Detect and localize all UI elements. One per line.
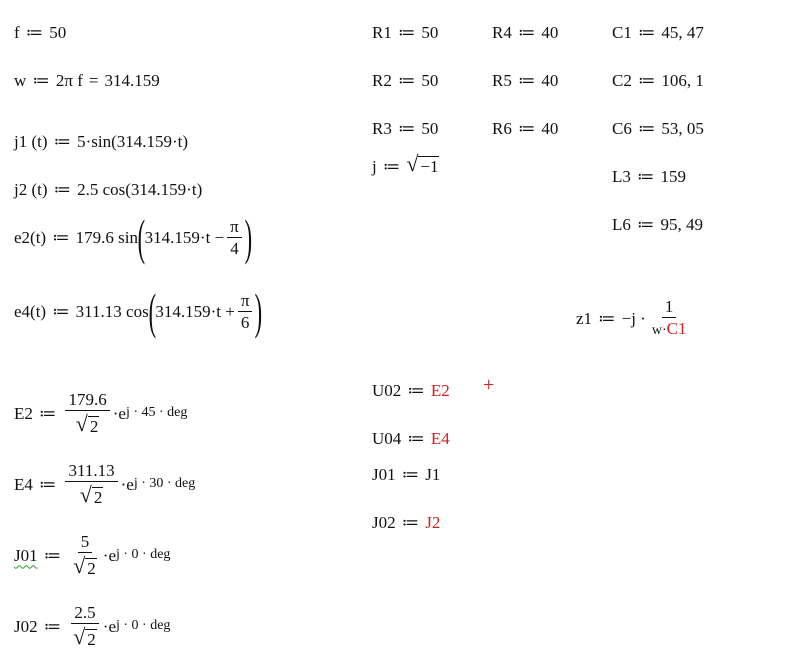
func-j1[interactable] (14, 133, 188, 150)
var-value: 50 (49, 23, 67, 42)
assign-rhs: J2 (425, 513, 441, 532)
fraction (238, 292, 253, 331)
exp-base: e (108, 545, 116, 565)
param-name: R3 (372, 119, 392, 138)
param-name: R6 (492, 119, 512, 138)
param-L6[interactable] (612, 216, 703, 233)
assign-operator: ≔ (637, 71, 656, 90)
fraction-numerator: 311.13 (65, 462, 117, 482)
func-rhs: 5·sin(314.159·t) (77, 132, 189, 151)
dot-operator: · (102, 616, 109, 636)
param-value: 159 (660, 167, 686, 186)
param-value: 50 (421, 71, 439, 90)
fraction-numerator: 1 (662, 298, 677, 318)
denominator-prefix: w· (651, 323, 667, 338)
assign-operator: ≔ (636, 167, 655, 186)
assign-U04[interactable] (372, 430, 450, 447)
phasor-J01[interactable] (14, 533, 170, 577)
assign-operator: ≔ (517, 23, 536, 42)
param-value: 95, 49 (660, 215, 703, 234)
left-paren: ( (148, 283, 156, 339)
fraction (70, 533, 100, 577)
fraction-numerator: 2.5 (71, 604, 98, 624)
assign-operator: ≔ (25, 23, 44, 42)
func-prefix: 179.6 sin (75, 227, 139, 247)
phasor-J02[interactable] (14, 604, 170, 648)
sqrt-sign: √ (79, 482, 92, 507)
param-value: 53, 05 (661, 119, 704, 138)
func-e2[interactable] (14, 209, 252, 265)
sqrt-value: 2 (87, 630, 96, 649)
var-value: 314.159 (104, 71, 160, 90)
fraction-numerator: 179.6 (65, 391, 109, 411)
assign-operator: ≔ (397, 71, 416, 90)
assign-operator: ≔ (407, 429, 425, 448)
param-name: R5 (492, 71, 512, 90)
assign-operator: ≔ (598, 308, 616, 328)
left-paren: ( (137, 209, 146, 265)
param-value: 40 (541, 119, 559, 138)
param-value: 50 (421, 119, 439, 138)
func-lhs: j2 (t) (14, 180, 48, 199)
sqrt-denominator (77, 482, 107, 506)
param-name: L6 (612, 215, 631, 234)
dot-operator: · (112, 403, 119, 423)
denominator-var: C1 (666, 319, 687, 338)
sqrt-denominator (73, 411, 103, 435)
var-name: f (14, 23, 20, 42)
func-j2[interactable] (14, 181, 202, 198)
crosshair-cursor-icon: + (483, 374, 495, 396)
assign-operator: ≔ (397, 23, 416, 42)
assign-operator: ≔ (401, 513, 420, 532)
assign-operator: ≔ (517, 71, 536, 90)
def-w[interactable] (14, 72, 160, 89)
sqrt-value: 2 (93, 488, 103, 507)
param-R6[interactable] (492, 120, 558, 137)
param-value: 106, 1 (661, 71, 704, 90)
param-name: R4 (492, 23, 512, 42)
func-prefix: 311.13 cos (75, 301, 149, 321)
equals-operator: = (88, 71, 99, 90)
phasor-lhs: J01 (14, 545, 38, 565)
right-paren: ) (255, 283, 263, 339)
exponent: j · 0 · deg (116, 618, 171, 633)
assign-rhs: E2 (430, 381, 450, 400)
fraction-numerator: π (238, 292, 253, 312)
phasor-lhs: J02 (14, 616, 38, 636)
func-inner: 314.159·t − (144, 227, 225, 247)
assign-lhs: J02 (372, 513, 396, 532)
assign-lhs: J01 (372, 465, 396, 484)
func-lhs: e4(t) (14, 301, 47, 321)
phasor-lhs: E2 (14, 403, 33, 423)
assign-J02[interactable] (372, 514, 440, 531)
fraction (70, 604, 100, 648)
assign-operator: ≔ (397, 119, 416, 138)
fraction (65, 391, 109, 435)
assign-operator: ≔ (636, 215, 655, 234)
fraction (649, 298, 690, 338)
assign-operator: ≔ (38, 403, 57, 423)
phasor-lhs: E4 (14, 474, 33, 494)
sqrt-sign: √ (73, 624, 86, 649)
fraction-denominator (649, 318, 690, 338)
assign-operator: ≔ (637, 119, 656, 138)
phasor-E4[interactable] (14, 462, 195, 506)
assign-operator: ≔ (53, 180, 72, 199)
exponent: j · 0 · deg (116, 547, 171, 562)
param-name: R2 (372, 71, 392, 90)
exponent: j · 30 · deg (133, 476, 196, 491)
param-C2[interactable] (612, 72, 704, 89)
sqrt-denominator (70, 624, 100, 648)
assign-lhs: U02 (372, 381, 402, 400)
fraction-numerator: π (227, 218, 242, 238)
assign-operator: ≔ (43, 616, 62, 636)
sqrt-sign: √ (73, 553, 86, 578)
assign-lhs: U04 (372, 429, 402, 448)
right-paren: ) (244, 209, 252, 265)
sqrt-sign: √ (75, 411, 88, 436)
assign-operator: ≔ (53, 132, 72, 151)
exp-base: e (108, 616, 116, 636)
param-C6[interactable] (612, 120, 704, 137)
var-name: w (14, 71, 27, 90)
param-C1[interactable] (612, 24, 704, 41)
fraction-numerator: 5 (78, 533, 93, 553)
func-inner: 314.159·t + (155, 301, 235, 321)
fraction (227, 218, 242, 257)
param-name: j (372, 157, 377, 176)
param-name: L3 (612, 167, 631, 186)
exponent: j · 45 · deg (125, 405, 188, 420)
exp-base: e (126, 474, 134, 494)
param-R2[interactable] (372, 72, 438, 89)
assign-operator: ≔ (382, 157, 401, 176)
param-value: 50 (421, 23, 439, 42)
sqrt-expression (406, 153, 439, 175)
param-value: 40 (541, 23, 559, 42)
assign-operator: ≔ (637, 23, 656, 42)
sqrt-sign: √ (406, 151, 419, 176)
assign-operator: ≔ (407, 381, 425, 400)
var-name: z1 (576, 308, 593, 328)
assign-rhs: E4 (430, 429, 450, 448)
func-rhs: 2.5 cos(314.159·t) (77, 180, 203, 199)
def-z1[interactable] (576, 298, 692, 338)
param-R4[interactable] (492, 24, 558, 41)
assign-J01[interactable] (372, 466, 440, 483)
assign-operator: ≔ (517, 119, 536, 138)
param-L3[interactable] (612, 168, 686, 185)
assign-operator: ≔ (401, 465, 420, 484)
assign-U02[interactable] (372, 382, 450, 399)
fraction (65, 462, 117, 506)
expr-prefix: −j · (621, 308, 646, 328)
assign-rhs: J1 (425, 465, 441, 484)
func-lhs: j1 (t) (14, 132, 48, 151)
sqrt-value: −1 (420, 157, 439, 176)
param-R1[interactable] (372, 24, 438, 41)
dot-operator: · (102, 545, 109, 565)
sqrt-value: 2 (87, 559, 96, 578)
fraction-denominator: 6 (240, 312, 250, 332)
dot-operator: · (120, 474, 127, 494)
exp-base: e (118, 403, 126, 423)
param-j[interactable] (372, 153, 439, 175)
param-name: R1 (372, 23, 392, 42)
assign-operator: ≔ (43, 545, 62, 565)
param-name: C1 (612, 23, 632, 42)
assign-operator: ≔ (38, 474, 57, 494)
assign-operator: ≔ (32, 71, 50, 90)
param-name: C2 (612, 71, 632, 90)
param-name: C6 (612, 119, 632, 138)
sqrt-value: 2 (89, 417, 99, 436)
param-value: 45, 47 (661, 23, 704, 42)
param-value: 40 (541, 71, 559, 90)
def-f[interactable] (14, 24, 66, 41)
var-expr: 2π f (55, 71, 83, 90)
assign-operator: ≔ (52, 301, 70, 321)
assign-operator: ≔ (52, 227, 70, 247)
fraction-denominator: 4 (230, 238, 239, 258)
phasor-E2[interactable] (14, 391, 187, 435)
sqrt-denominator (70, 553, 100, 577)
param-R5[interactable] (492, 72, 558, 89)
func-lhs: e2(t) (14, 227, 47, 247)
param-R3[interactable] (372, 120, 438, 137)
func-e4[interactable] (14, 283, 263, 339)
